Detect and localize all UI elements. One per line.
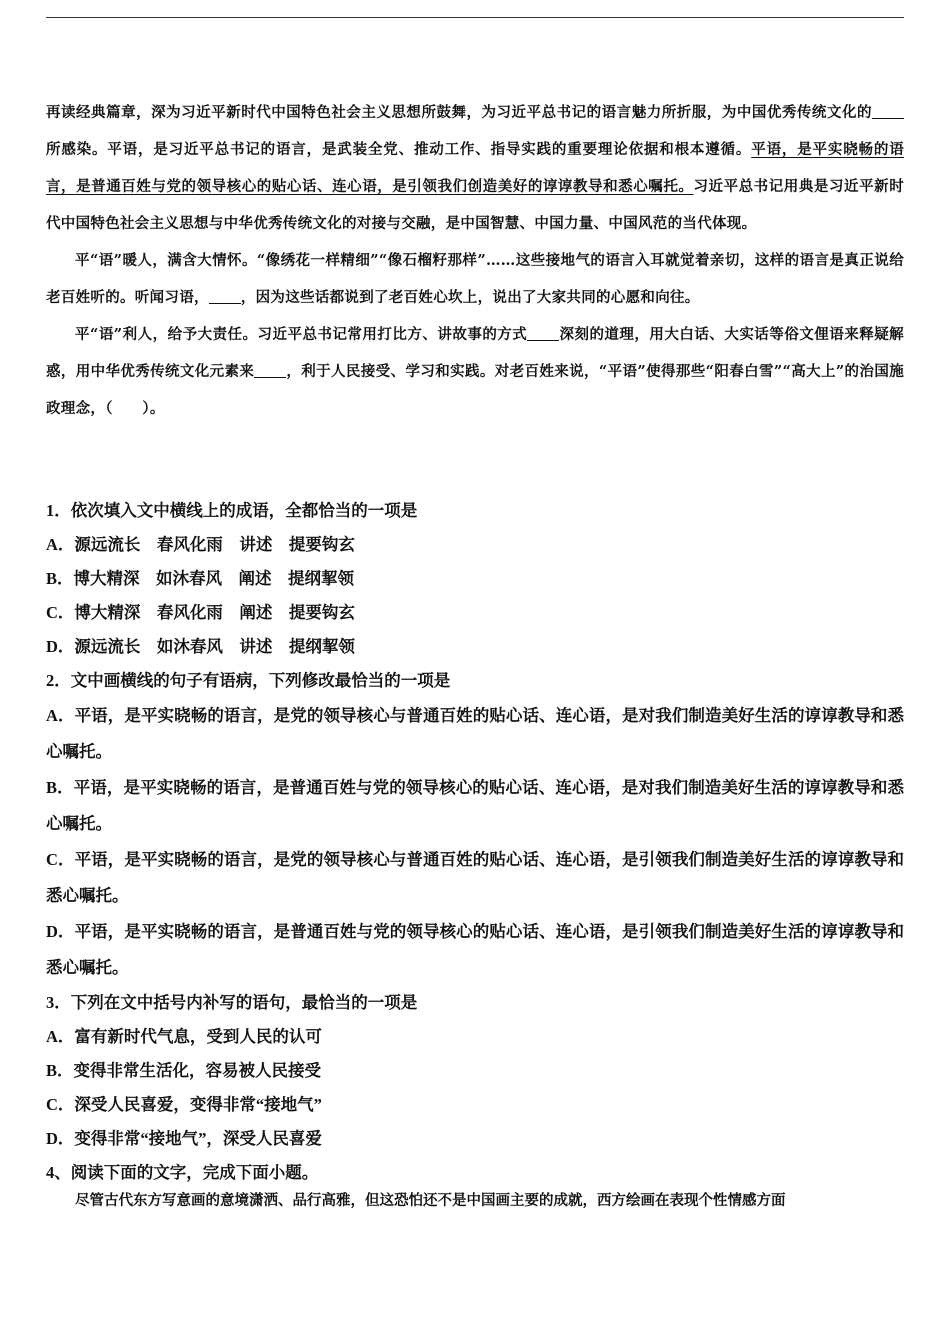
second-passage-start: 尽管古代东方写意画的意境潇洒、品行高雅，但这恐怕还不是中国画主要的成就，西方绘画在表现个性情感方面 [75, 1192, 786, 1209]
question-3-option-c[interactable]: C．深受人民喜爱，变得非常“接地气” [46, 1095, 322, 1114]
fill-blank-2 [209, 289, 241, 304]
reading-passage [46, 94, 904, 427]
passage-paragraph-1: 再读经典篇章，深为习近平新时代中国特色社会主义思想所鼓舞，为习近平总书记的语言魅力所折服，为中国优秀传统文化的所感染。平语，是习近平总书记的语言，是武装全党、推动工作、指导实践的重要理论依据和根本遵循。平语，是平实晓畅的语言，是普通百姓与党的领导核心的贴心话、连心语，是引领我们创造美好的谆谆教导和悉心嘱托。习近平总书记用典是习近平新时代中国特色社会主义思想与中华优秀传统文化的对接与交融，是中国智慧、中国力量、中国风范的当代体现。 [46, 104, 905, 232]
question-1-option-b[interactable]: B．博大精深 如沐春风 阐述 提纲挈领 [46, 569, 355, 588]
fill-blank-4 [254, 363, 286, 378]
question-1-option-c[interactable]: C．博大精深 春风化雨 阐述 提要钩玄 [46, 603, 355, 622]
passage-paragraph-2: 平“语”暖人，满含大情怀。“像绣花一样精细”“像石榴籽那样”……这些接地气的语言入耳就觉着亲切，这样的语言是真正说给老百姓听的。听闻习语， ，因为这些话都说到了老百姓心坎上，说出了大家共同的心愿和向往。 [46, 252, 904, 306]
question-list [46, 494, 904, 1190]
question-3-option-b[interactable]: B．变得非常生活化，容易被人民接受 [46, 1061, 322, 1080]
question-2-option-b[interactable]: B．平语，是平实晓畅的语言，是普通百姓与党的领导核心的贴心话、连心语，是对我们制造美好生活的谆谆教导和悉心嘱托。 [46, 778, 904, 833]
question-3-option-a[interactable]: A．富有新时代气息，受到人民的认可 [46, 1027, 322, 1046]
question-2-stem: 2．文中画横线的句子有语病，下列修改最恰当的一项是 [46, 671, 451, 690]
question-3-option-d[interactable]: D．变得非常“接地气”，深受人民喜爱 [46, 1129, 322, 1148]
fill-blank-1 [872, 104, 904, 119]
question-2-option-d[interactable]: D．平语，是平实晓畅的语言，是普通百姓与党的领导核心的贴心话、连心语，是引领我们制造美好生活的谆谆教导和悉心嘱托。 [46, 922, 904, 977]
question-2-option-c[interactable]: C．平语，是平实晓畅的语言，是党的领导核心与普通百姓的贴心话、连心语，是引领我们制造美好生活的谆谆教导和悉心嘱托。 [46, 850, 904, 905]
question-4-stem: 4、阅读下面的文字，完成下面小题。 [46, 1163, 319, 1182]
question-1-option-a[interactable]: A．源远流长 春风化雨 讲述 提要钩玄 [46, 535, 355, 554]
passage-paragraph-3: 平“语”利人，给予大责任。习近平总书记常用打比方、讲故事的方式 深刻的道理，用大白话、大实话等俗文俚语来释疑解惑，用中华优秀传统文化元素来 ，利于人民接受、学习和实践。对老百姓来说，“平语”使得那些“阳春白雪”“高大上”的治国施政理念，（ ）。 [46, 326, 904, 417]
fill-blank-3 [527, 326, 559, 341]
underlined-sentence: 平语，是平实晓畅的语言，是普通百姓与党的领导核心的贴心话、连心语，是引领我们创造美好的谆谆教导和悉心嘱托。 [46, 141, 905, 195]
question-1-option-d[interactable]: D．源远流长 如沐春风 讲述 提纲挈领 [46, 637, 355, 656]
question-1-stem: 1．依次填入文中横线上的成语，全都恰当的一项是 [46, 501, 418, 520]
question-3-stem: 3．下列在文中括号内补写的语句，最恰当的一项是 [46, 993, 418, 1012]
question-2-option-a[interactable]: A．平语，是平实晓畅的语言，是党的领导核心与普通百姓的贴心话、连心语，是对我们制造美好生活的谆谆教导和悉心嘱托。 [46, 706, 904, 761]
header-rule [46, 17, 904, 18]
